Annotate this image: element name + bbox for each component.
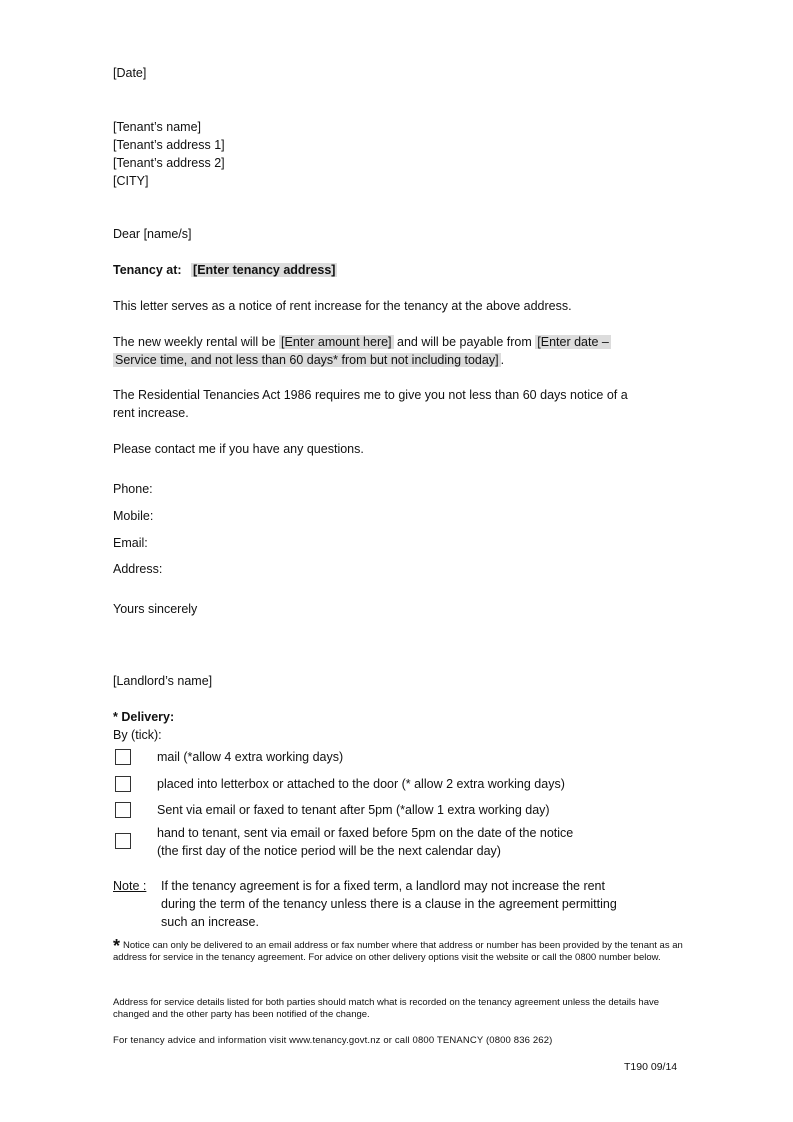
- rent-date-field-line1[interactable]: [Enter date –: [537, 335, 609, 349]
- delivery-option-mail: mail (*allow 4 extra working days): [157, 750, 344, 764]
- intro-paragraph: This letter serves as a notice of rent increase for the tenancy at the above address.: [113, 299, 572, 313]
- landlord-name: [Landlord’s name]: [113, 674, 213, 688]
- note-label: Note :: [113, 879, 147, 893]
- rent-amount-field[interactable]: [Enter amount here]: [281, 335, 392, 349]
- footnote-2: Address for service details listed for both parties should match what is recorded on the tenancy agreement unless the details have changed and the other party has been notified of the change.: [113, 997, 660, 1020]
- tenancy-address-field[interactable]: [Enter tenancy address]: [193, 263, 336, 277]
- mobile-label: Mobile:: [113, 509, 154, 523]
- delivery-option-letterbox: placed into letterbox or attached to the door (* allow 2 extra working days): [157, 777, 565, 791]
- closing: Yours sincerely: [113, 602, 198, 616]
- recipient-name: [Tenant’s name]: [113, 120, 202, 134]
- rent-text-post: .: [500, 353, 505, 367]
- recipient-address-1: [Tenant’s address 1]: [113, 138, 225, 152]
- recipient-city: [CITY]: [113, 174, 149, 188]
- salutation: Dear [name/s]: [113, 227, 192, 241]
- delivery-option-hand: hand to tenant, sent via email or faxed before 5pm on the date of the notice: [157, 826, 574, 840]
- delivery-checkbox-hand[interactable]: [115, 833, 131, 849]
- rent-date-field-line2[interactable]: Service time, and not less than 60 days* from but not including today]: [115, 353, 499, 367]
- email-label: Email:: [113, 536, 148, 550]
- note-line-1: If the tenancy agreement is for a fixed term, a landlord may not increase the rent: [161, 879, 605, 893]
- rent-text-pre: The new weekly rental will be: [113, 335, 280, 349]
- form-code: T190 09/14: [624, 1061, 678, 1073]
- delivery-option-email-after: Sent via email or faxed to tenant after 5pm (*allow 1 extra working day): [157, 803, 550, 817]
- delivery-heading: * Delivery:: [113, 710, 175, 724]
- act-line-2: rent increase.: [113, 406, 189, 420]
- note-line-3: such an increase.: [161, 915, 259, 929]
- phone-label: Phone:: [113, 482, 153, 496]
- footnote-star: *: [113, 936, 121, 956]
- advice-line: For tenancy advice and information visit www.tenancy.govt.nz or call 0800 TENANCY (0800 836 262): [113, 1035, 553, 1046]
- delivery-checkbox-mail[interactable]: [115, 749, 131, 765]
- delivery-checkbox-email-after[interactable]: [115, 802, 131, 818]
- rent-line-2: [113, 351, 504, 369]
- contact-request: Please contact me if you have any questions.: [113, 442, 364, 456]
- rent-line-1: [113, 333, 611, 351]
- date-line: [Date]: [113, 66, 147, 80]
- note-line-2: during the term of the tenancy unless there is a clause in the agreement permitting: [161, 897, 617, 911]
- delivery-by-tick: By (tick):: [113, 728, 162, 742]
- delivery-option-hand-line2: (the first day of the notice period will be the next calendar day): [157, 844, 501, 858]
- footnote-1: [113, 936, 683, 964]
- tenancy-line: [113, 261, 337, 279]
- delivery-checkbox-letterbox[interactable]: [115, 776, 131, 792]
- rent-text-mid: and will be payable from: [393, 335, 536, 349]
- footnote-text-1: Notice can only be delivered to an email address or fax number where that address or number has been provided by the tenant as an address for service in the tenancy agreement. For advice on other delivery options visit the website or call the 0800 number below.: [113, 940, 683, 963]
- address-label: Address:: [113, 562, 163, 576]
- tenancy-label: Tenancy at:: [113, 263, 182, 277]
- act-line-1: The Residential Tenancies Act 1986 requires me to give you not less than 60 days notice of a: [113, 388, 628, 402]
- recipient-address-2: [Tenant’s address 2]: [113, 156, 225, 170]
